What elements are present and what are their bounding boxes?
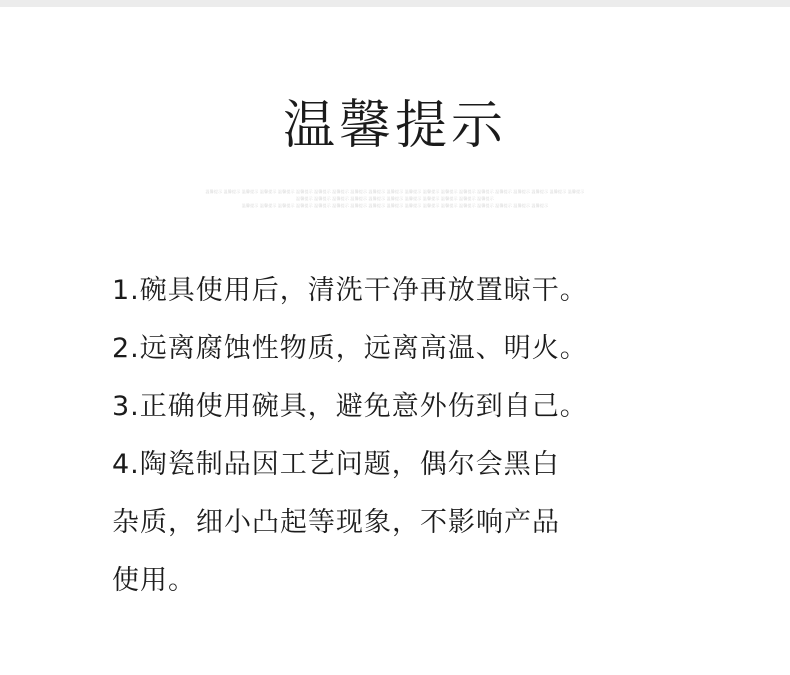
divider-line-2: 温馨提示 温馨提示 温馨提示 温馨提示 温馨提示 温馨提示 温馨提示 温馨提示 温馨提示 温馨提示 温馨提示 [296,196,494,201]
divider-line-3: 温馨提示 温馨提示 温馨提示 温馨提示 温馨提示 温馨提示 温馨提示 温馨提示 温馨提示 温馨提示 温馨提示 温馨提示 温馨提示 温馨提示 温馨提示 温馨提示 温馨提示 [241,203,549,208]
notice-list [112,262,682,610]
divider-line-1: 温馨提示 温馨提示 温馨提示 温馨提示 温馨提示 温馨提示 温馨提示 温馨提示 温馨提示 温馨提示 温馨提示 温馨提示 温馨提示 温馨提示 温馨提示 温馨提示 温馨提示 温馨提示 温馨提示 温馨提示 温馨提示 [205,189,585,194]
list-item: 4.陶瓷制品因工艺问题，偶尔会黑白 [112,449,560,480]
decorative-divider [115,188,675,214]
list-item: 杂质，细小凸起等现象，不影响产品 [112,507,560,538]
list-item: 1.碗具使用后，清洗干净再放置晾干。 [112,275,588,306]
list-item: 2.远离腐蚀性物质，远离高温、明火。 [112,333,588,364]
list-item: 使用。 [112,565,196,596]
page-title: 温馨提示 [282,96,507,156]
top-edge-strip [0,0,790,7]
list-item: 3.正确使用碗具，避免意外伤到自己。 [112,391,588,422]
